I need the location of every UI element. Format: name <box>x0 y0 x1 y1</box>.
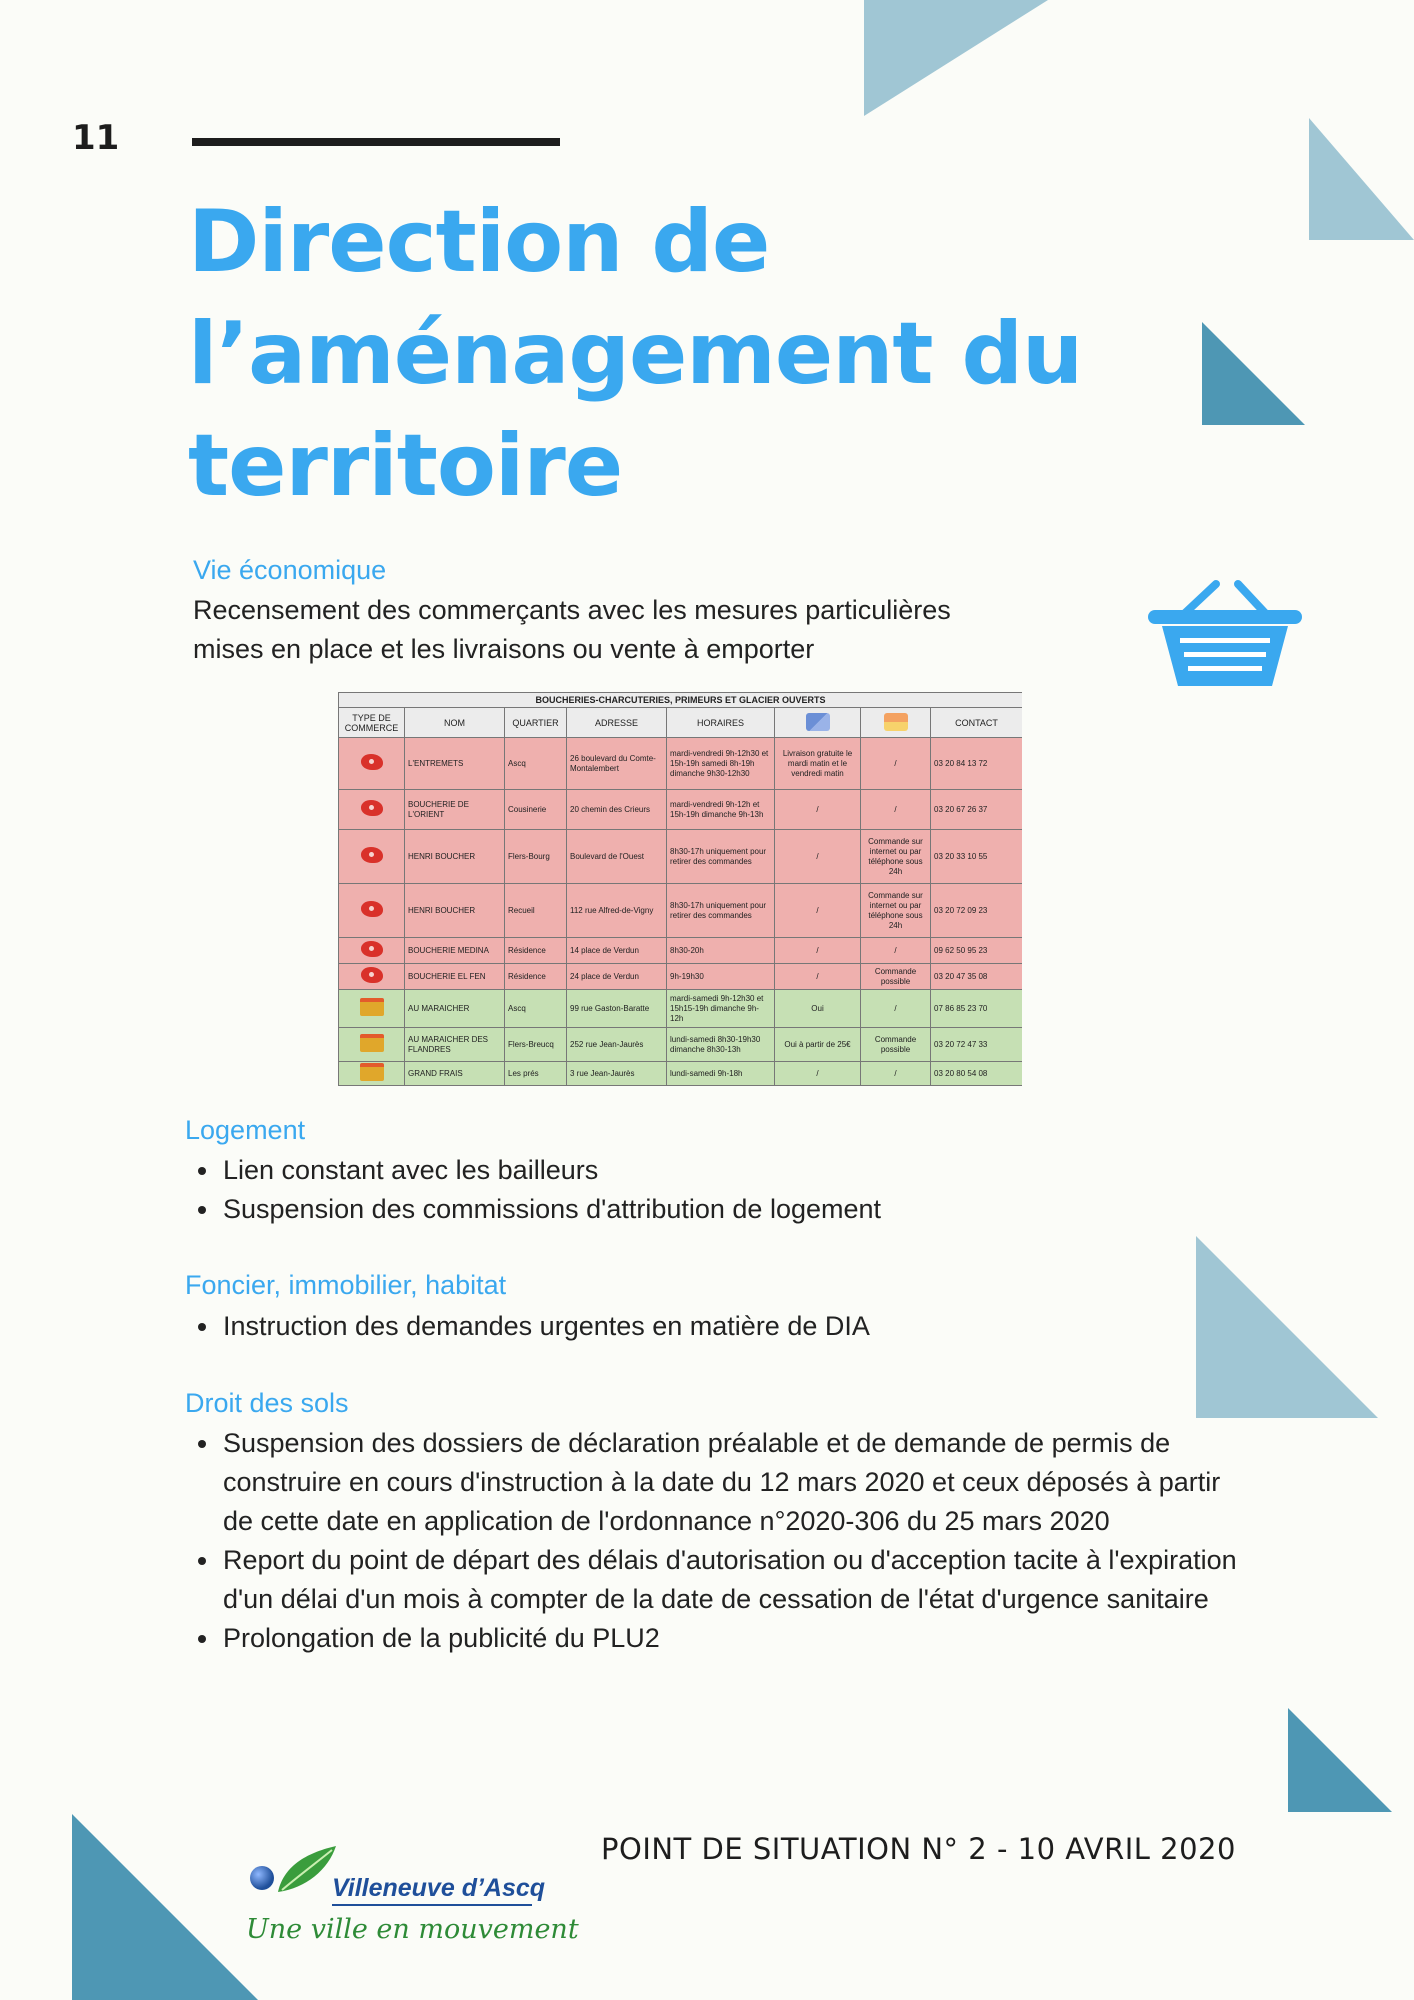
cell-contact: 07 86 85 23 70 <box>931 990 1023 1028</box>
cell-livraison: Oui <box>775 990 861 1028</box>
decor-triangle <box>1196 1236 1378 1418</box>
table-row <box>339 738 1023 790</box>
header-nom: NOM <box>405 708 505 738</box>
cell-livraison: / <box>775 938 861 964</box>
cell-emporter: / <box>861 938 931 964</box>
cell-livraison: / <box>775 1062 861 1086</box>
cell-contact: 03 20 80 54 08 <box>931 1062 1023 1086</box>
cell-horaires: 9h-19h30 <box>667 964 775 990</box>
meat-icon <box>361 754 383 770</box>
shopping-basket-icon <box>1146 580 1304 690</box>
cell-horaires: 8h30-20h <box>667 938 775 964</box>
decor-triangle <box>72 1814 258 2000</box>
cell-quartier: Les prés <box>505 1062 567 1086</box>
section-heading-vie-economique: Vie économique <box>193 555 387 585</box>
cell-emporter: / <box>861 990 931 1028</box>
cell-horaires: 8h30-17h uniquement pour retirer des commandes <box>667 884 775 938</box>
cell-emporter: Commande possible <box>861 1028 931 1062</box>
section-heading-logement: Logement <box>185 1115 306 1145</box>
header-quartier: QUARTIER <box>505 708 567 738</box>
cell-nom: AU MARAICHER <box>405 990 505 1028</box>
list-item: • Prolongation de la publicité du PLU2 <box>221 1619 1241 1658</box>
produce-crate-icon <box>360 998 384 1016</box>
list-item: • Lien constant avec les bailleurs <box>221 1151 1221 1190</box>
cell-quartier: Résidence <box>505 964 567 990</box>
cell-adresse: 99 rue Gaston-Baratte <box>567 990 667 1028</box>
header-contact: CONTACT <box>931 708 1023 738</box>
cell-contact: 03 20 47 35 08 <box>931 964 1023 990</box>
list-item: • Suspension des dossiers de déclaration préalable et de demande de permis de construire en cours d'instruction à la date du 12 mars 2020 et ceux déposés à partir de cette date en application de l'ordonnance n°2020-306 du 25 mars 2020 <box>221 1424 1241 1541</box>
title-rule <box>192 138 560 146</box>
cell-quartier: Flers-Bourg <box>505 830 567 884</box>
vie-economique-text: Recensement des commerçants avec les mesures particulières mises en place et les livraisons ou vente à emporter <box>193 595 951 664</box>
table-row <box>339 1062 1023 1086</box>
delivery-scooter-icon <box>775 708 861 738</box>
takeaway-bag-icon <box>861 708 931 738</box>
cell-emporter: / <box>861 1062 931 1086</box>
meat-icon <box>361 941 383 957</box>
cell-livraison: / <box>775 884 861 938</box>
produce-crate-icon <box>360 1034 384 1052</box>
table-row <box>339 1028 1023 1062</box>
cell-type <box>339 884 405 938</box>
cell-adresse: 112 rue Alfred-de-Vigny <box>567 884 667 938</box>
cell-adresse: 14 place de Verdun <box>567 938 667 964</box>
cell-type <box>339 1062 405 1086</box>
cell-contact: 03 20 72 47 33 <box>931 1028 1023 1062</box>
page-title: Direction de l’aménagement du territoire <box>188 192 1083 516</box>
header-type: TYPE DE COMMERCE <box>339 708 405 738</box>
cell-livraison: Livraison gratuite le mardi matin et le vendredi matin <box>775 738 861 790</box>
cell-quartier: Ascq <box>505 738 567 790</box>
cell-adresse: 3 rue Jean-Jaurès <box>567 1062 667 1086</box>
cell-contact: 03 20 33 10 55 <box>931 830 1023 884</box>
table-row <box>339 830 1023 884</box>
cell-emporter: Commande sur internet ou par téléphone sous 24h <box>861 884 931 938</box>
cell-livraison: / <box>775 790 861 830</box>
meat-icon <box>361 847 383 863</box>
cell-nom: AU MARAICHER DES FLANDRES <box>405 1028 505 1062</box>
villeneuve-logo <box>244 1842 579 1952</box>
produce-crate-icon <box>360 1063 384 1081</box>
cell-emporter: Commande sur internet ou par téléphone sous 24h <box>861 830 931 884</box>
cell-livraison: Oui à partir de 25€ <box>775 1028 861 1062</box>
header-adresse: ADRESSE <box>567 708 667 738</box>
page-number: 11 <box>72 118 120 158</box>
cell-nom: L'ENTREMETS <box>405 738 505 790</box>
table-row <box>339 790 1023 830</box>
cell-emporter: / <box>861 790 931 830</box>
table-title: BOUCHERIES-CHARCUTERIES, PRIMEURS ET GLACIER OUVERTS <box>339 693 1023 708</box>
list-item: • Suspension des commissions d'attribution de logement <box>221 1190 1221 1229</box>
cell-adresse: 20 chemin des Crieurs <box>567 790 667 830</box>
cell-contact: 03 20 72 09 23 <box>931 884 1023 938</box>
cell-adresse: 24 place de Verdun <box>567 964 667 990</box>
table-row <box>339 938 1023 964</box>
cell-horaires: mardi-samedi 9h-12h30 et 15h15-19h dimanche 9h-12h <box>667 990 775 1028</box>
foncier-list <box>185 1307 1221 1346</box>
cell-emporter: Commande possible <box>861 964 931 990</box>
cell-contact: 03 20 84 13 72 <box>931 738 1023 790</box>
cell-type <box>339 830 405 884</box>
section-heading-foncier: Foncier, immobilier, habitat <box>185 1270 507 1300</box>
logo-tagline: Une ville en mouvement <box>246 1914 579 1945</box>
meat-icon <box>361 901 383 917</box>
shops-table <box>338 692 1022 1091</box>
cell-type <box>339 790 405 830</box>
cell-horaires: lundi-samedi 9h-18h <box>667 1062 775 1086</box>
cell-quartier: Ascq <box>505 990 567 1028</box>
cell-type <box>339 938 405 964</box>
cell-quartier: Flers-Breucq <box>505 1028 567 1062</box>
cell-horaires: lundi-samedi 8h30-19h30 dimanche 8h30-13h <box>667 1028 775 1062</box>
cell-quartier: Recueil <box>505 884 567 938</box>
cell-adresse: 252 rue Jean-Jaurès <box>567 1028 667 1062</box>
cell-livraison: / <box>775 830 861 884</box>
cell-nom: HENRI BOUCHER <box>405 830 505 884</box>
cell-quartier: Cousinerie <box>505 790 567 830</box>
decor-triangle <box>1202 322 1305 425</box>
meat-icon <box>361 800 383 816</box>
cell-livraison: / <box>775 964 861 990</box>
logo-name: Villeneuve d’Ascq <box>332 1874 546 1902</box>
cell-quartier: Résidence <box>505 938 567 964</box>
cell-contact: 03 20 67 26 37 <box>931 790 1023 830</box>
logo-emblem-icon <box>244 1842 344 1902</box>
cell-nom: BOUCHERIE DE L'ORIENT <box>405 790 505 830</box>
table-row <box>339 964 1023 990</box>
table-row <box>339 990 1023 1028</box>
cell-type <box>339 1028 405 1062</box>
section-heading-droit-sols: Droit des sols <box>185 1388 349 1418</box>
cell-type <box>339 964 405 990</box>
cell-horaires: mardi-vendredi 9h-12h et 15h-19h dimanche 9h-13h <box>667 790 775 830</box>
table-row <box>339 884 1023 938</box>
logement-list <box>185 1151 1221 1229</box>
droit-sols-list <box>185 1424 1241 1658</box>
decor-triangle <box>1309 118 1414 240</box>
cell-emporter: / <box>861 738 931 790</box>
header-horaires: HORAIRES <box>667 708 775 738</box>
list-item: • Report du point de départ des délais d'autorisation ou d'acception tacite à l'expiration d'un délai d'un mois à compter de la date de cessation de l'état d'urgence sanitaire <box>221 1541 1241 1619</box>
cell-type <box>339 990 405 1028</box>
cell-adresse: 26 boulevard du Comte-Montalembert <box>567 738 667 790</box>
cell-nom: BOUCHERIE EL FEN <box>405 964 505 990</box>
cell-adresse: Boulevard de l'Ouest <box>567 830 667 884</box>
footer-title: POINT DE SITUATION N° 2 - 10 AVRIL 2020 <box>601 1832 1236 1866</box>
cell-nom: HENRI BOUCHER <box>405 884 505 938</box>
decor-triangle <box>864 0 1048 116</box>
cell-nom: GRAND FRAIS <box>405 1062 505 1086</box>
cell-contact: 09 62 50 95 23 <box>931 938 1023 964</box>
cell-type <box>339 738 405 790</box>
cell-nom: BOUCHERIE MEDINA <box>405 938 505 964</box>
cell-horaires: mardi-vendredi 9h-12h30 et 15h-19h samedi 8h-19h dimanche 9h30-12h30 <box>667 738 775 790</box>
meat-icon <box>361 967 383 983</box>
cell-horaires: 8h30-17h uniquement pour retirer des commandes <box>667 830 775 884</box>
list-item: • Instruction des demandes urgentes en matière de DIA <box>221 1307 1221 1346</box>
decor-triangle <box>1288 1708 1392 1812</box>
